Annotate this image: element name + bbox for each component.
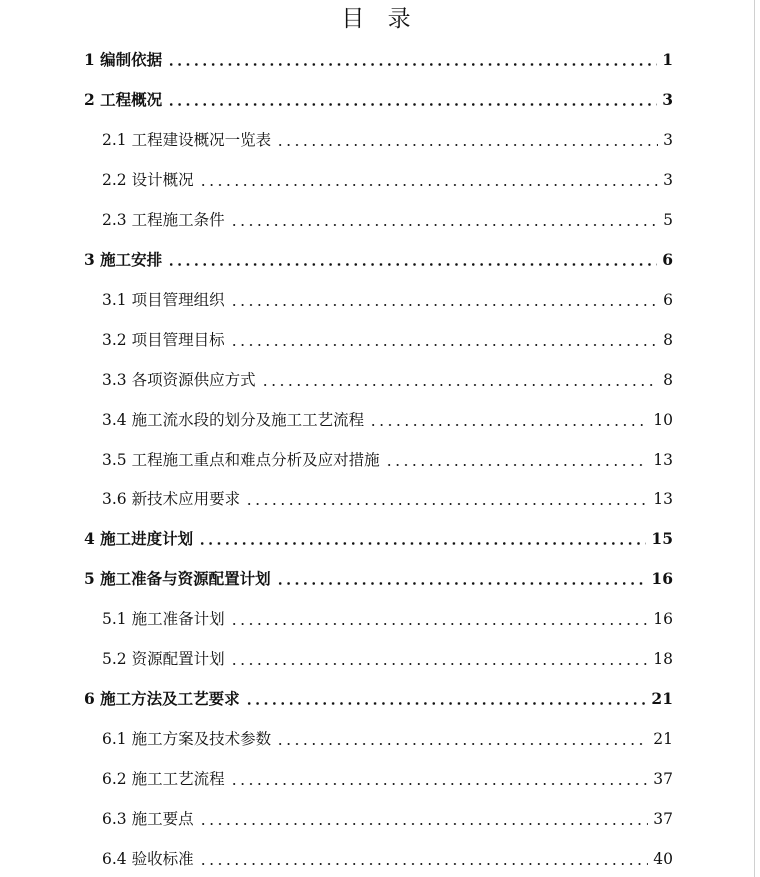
- toc-entry-page-number: 40: [653, 850, 673, 868]
- toc-entry-page-number: 3: [663, 130, 673, 149]
- toc-entry-section[interactable]: [102, 129, 673, 151]
- toc-entry-label: 2 工程概况: [84, 89, 163, 109]
- toc-entry-label: 3.5 工程施工重点和难点分析及应对措施: [102, 450, 380, 469]
- toc-entry-section[interactable]: [102, 608, 673, 630]
- toc-entry-section[interactable]: [102, 768, 673, 790]
- toc-dot-leader: [369, 424, 648, 426]
- toc-dot-leader: [276, 582, 647, 585]
- toc-dot-leader: [167, 103, 657, 106]
- toc-entry-label: 3.6 新技术应用要求: [102, 490, 241, 509]
- toc-entry-label: 1 编制依据: [84, 50, 163, 69]
- toc-entry-page-number: 13: [653, 450, 673, 469]
- toc-entry-page-number: 37: [653, 810, 673, 829]
- toc-entry-section[interactable]: [102, 209, 673, 231]
- toc-entry-page-number: 8: [663, 330, 673, 349]
- toc-entry-chapter[interactable]: [84, 249, 673, 271]
- toc-entry-page-number: 3: [662, 89, 673, 109]
- toc-entry-label: 5.1 施工准备计划: [102, 610, 225, 629]
- toc-entry-page-number: 5: [663, 210, 673, 229]
- toc-dot-leader: [276, 743, 648, 745]
- toc-dot-leader: [230, 224, 659, 226]
- toc-entry-chapter[interactable]: [84, 49, 673, 71]
- toc-dot-leader: [230, 623, 649, 625]
- toc-entry-label: 2.3 工程施工条件: [102, 210, 225, 229]
- toc-entry-section[interactable]: [102, 409, 673, 431]
- toc-entry-label: 3.4 施工流水段的划分及施工工艺流程: [102, 410, 365, 429]
- toc-entry-page-number: 15: [651, 529, 673, 549]
- toc-dot-leader: [198, 542, 646, 545]
- toc-dot-leader: [167, 263, 657, 266]
- toc-entry-label: 3.3 各项资源供应方式: [102, 370, 256, 389]
- toc-entry-label: 6.3 施工要点: [102, 810, 194, 829]
- toc-entry-label: 6.1 施工方案及技术参数: [102, 730, 272, 749]
- toc-entry-label: 3.2 项目管理目标: [102, 330, 225, 349]
- toc-entry-page-number: 8: [663, 370, 673, 389]
- toc-entry-section[interactable]: [102, 289, 673, 311]
- toc-dot-leader: [230, 783, 649, 785]
- toc-entry-label: 3.1 项目管理组织: [102, 290, 225, 309]
- toc-entry-label: 2.2 设计概况: [102, 170, 194, 189]
- toc-dot-leader: [230, 344, 659, 346]
- toc-dot-leader: [230, 304, 659, 306]
- toc-dot-leader: [261, 384, 659, 386]
- toc-entry-page-number: 6: [662, 249, 673, 269]
- toc-entry-label: 4 施工进度计划: [84, 529, 194, 549]
- toc-entry-chapter[interactable]: [84, 688, 673, 710]
- toc-entry-page-number: 37: [653, 770, 673, 789]
- toc-entry-page-number: 6: [663, 290, 673, 309]
- toc-dot-leader: [245, 503, 648, 505]
- toc-entry-section[interactable]: [102, 169, 673, 191]
- toc-entry-page-number: 1: [662, 50, 673, 69]
- toc-dot-leader: [230, 663, 649, 665]
- toc-entry-section[interactable]: [102, 449, 673, 471]
- toc-entry-label: 2.1 工程建设概况一览表: [102, 130, 272, 149]
- toc-entry-page-number: 10: [653, 410, 673, 429]
- toc-entry-section[interactable]: [102, 329, 673, 351]
- toc-dot-leader: [245, 702, 647, 705]
- toc-entry-page-number: 21: [651, 689, 673, 709]
- toc-entry-label: 6.2 施工工艺流程: [102, 770, 225, 789]
- toc-entry-section[interactable]: [102, 369, 673, 391]
- toc-entry-page-number: 21: [653, 730, 673, 749]
- toc-entry-section[interactable]: [102, 648, 673, 670]
- toc-dot-leader: [385, 464, 649, 466]
- toc-entry-page-number: 18: [653, 650, 673, 669]
- toc-entry-page-number: 16: [653, 610, 673, 629]
- toc-entry-page-number: 3: [663, 170, 673, 189]
- toc-entry-label: 3 施工安排: [84, 249, 163, 269]
- toc-entry-chapter[interactable]: [84, 528, 673, 550]
- toc-entry-label: 6.4 验收标准: [102, 850, 194, 868]
- toc-entry-label: 5 施工准备与资源配置计划: [84, 569, 271, 589]
- toc-entry-chapter[interactable]: [84, 568, 673, 590]
- toc-entry-chapter[interactable]: [84, 89, 673, 111]
- toc-dot-leader: [276, 144, 658, 146]
- toc-entry-page-number: 16: [651, 569, 673, 589]
- page-edge: [754, 0, 755, 877]
- toc-dot-leader: [199, 184, 659, 186]
- toc-entry-label: 6 施工方法及工艺要求: [84, 689, 240, 709]
- toc-dot-leader: [199, 823, 649, 825]
- toc-entry-label: 5.2 资源配置计划: [102, 650, 225, 669]
- toc-entry-section[interactable]: [102, 488, 673, 510]
- toc-entry-section[interactable]: [102, 728, 673, 750]
- toc-dot-leader: [199, 863, 649, 865]
- toc-entry-section[interactable]: [102, 848, 673, 870]
- toc-title: 目 录: [341, 6, 419, 32]
- toc-entry-page-number: 13: [653, 490, 673, 509]
- toc-dot-leader: [167, 63, 657, 66]
- toc-entry-section[interactable]: [102, 808, 673, 830]
